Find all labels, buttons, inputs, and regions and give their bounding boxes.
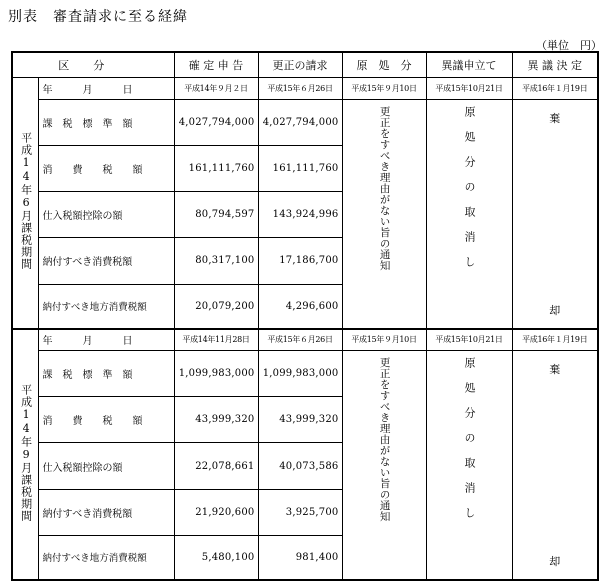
value-kakutei-nofu-chiho-p2: 5,480,100 [174, 535, 258, 580]
row-label-shohizei-2: 消 費 税 額 [38, 397, 174, 443]
igi-moushitate-text-p2: 原処分の取消し [426, 351, 512, 580]
header-kousei: 更正の請求 [258, 52, 342, 78]
date-igi-kettei-p2: 平成16年１月19日 [512, 329, 598, 351]
row-label-shiire-kojo: 仕入税額控除の額 [38, 192, 174, 238]
header-genshobun: 原 処 分 [342, 52, 426, 78]
value-kousei-kazei-hyojun-p2: 1,099,983,000 [258, 351, 342, 397]
value-kakutei-shohizei-p2: 43,999,320 [174, 397, 258, 443]
value-kousei-shohizei-p1: 161,111,760 [258, 146, 342, 192]
row-label-date-2: 年 月 日 [38, 329, 174, 351]
value-kakutei-shiire-kojo-p1: 80,794,597 [174, 192, 258, 238]
date-igi-moushitate-p1: 平成15年10月21日 [426, 78, 512, 100]
value-kousei-shohizei-p2: 43,999,320 [258, 397, 342, 443]
value-kakutei-shiire-kojo-p2: 22,078,661 [174, 443, 258, 489]
date-kakutei-p2: 平成14年11月28日 [174, 329, 258, 351]
row-label-shiire-kojo-2: 仕入税額控除の額 [38, 443, 174, 489]
date-kakutei-p1: 平成14年９月２日 [174, 78, 258, 100]
igi-kettei-text-p1: 棄 却 [512, 100, 598, 329]
value-kousei-kazei-hyojun-p1: 4,027,794,000 [258, 100, 342, 146]
value-kousei-nofu-shohizei-p2: 3,925,700 [258, 489, 342, 535]
history-table [11, 51, 599, 581]
table-row-kazei-hyojun-p1 [12, 100, 598, 146]
period-label-p1: 平成14年6月課税期間 [12, 78, 38, 329]
header-kubun: 区分 [12, 52, 174, 78]
row-label-nofu-chiho: 納付すべき地方消費税額 [38, 284, 174, 329]
value-kakutei-kazei-hyojun-p2: 1,099,983,000 [174, 351, 258, 397]
date-genshobun-p2: 平成15年９月10日 [342, 329, 426, 351]
value-kakutei-shohizei-p1: 161,111,760 [174, 146, 258, 192]
date-igi-kettei-p1: 平成16年１月19日 [512, 78, 598, 100]
value-kousei-nofu-shohizei-p1: 17,186,700 [258, 238, 342, 284]
igi-kettei-text-p2: 棄 却 [512, 351, 598, 580]
header-kakutei: 確 定 申 告 [174, 52, 258, 78]
header-igi-moushitate: 異議申立て [426, 52, 512, 78]
row-label-kazei-hyojun-2: 課 税 標 準 額 [38, 351, 174, 397]
date-igi-moushitate-p2: 平成15年10月21日 [426, 329, 512, 351]
row-label-date: 年 月 日 [38, 78, 174, 100]
header-row [12, 52, 598, 78]
genshobun-text-p1: 更正をすべき理由がない旨の通知 [342, 100, 426, 329]
value-kousei-shiire-kojo-p2: 40,073,586 [258, 443, 342, 489]
row-label-nofu-shohizei: 納付すべき消費税額 [38, 238, 174, 284]
table-row-date-p1 [12, 78, 598, 100]
table-row-date-p2 [12, 329, 598, 351]
value-kakutei-kazei-hyojun-p1: 4,027,794,000 [174, 100, 258, 146]
date-genshobun-p1: 平成15年９月10日 [342, 78, 426, 100]
value-kousei-nofu-chiho-p1: 4,296,600 [258, 284, 342, 329]
igi-moushitate-text-p1: 原処分の取消し [426, 100, 512, 329]
date-kousei-p2: 平成15年６月26日 [258, 329, 342, 351]
date-kousei-p1: 平成15年６月26日 [258, 78, 342, 100]
period-label-p2: 平成14年9月課税期間 [12, 329, 38, 580]
row-label-nofu-chiho-2: 納付すべき地方消費税額 [38, 535, 174, 580]
row-label-shohizei: 消 費 税 額 [38, 146, 174, 192]
table-row-kazei-hyojun-p2 [12, 351, 598, 397]
value-kakutei-nofu-chiho-p1: 20,079,200 [174, 284, 258, 329]
unit-label: （単位 円） [536, 39, 602, 52]
value-kakutei-nofu-shohizei-p1: 80,317,100 [174, 238, 258, 284]
row-label-kazei-hyojun: 課 税 標 準 額 [38, 100, 174, 146]
row-label-nofu-shohizei-2: 納付すべき消費税額 [38, 489, 174, 535]
header-igi-kettei: 異 議 決 定 [512, 52, 598, 78]
page-title: 別表 審査請求に至る経緯 [8, 9, 188, 25]
value-kakutei-nofu-shohizei-p2: 21,920,600 [174, 489, 258, 535]
value-kousei-shiire-kojo-p1: 143,924,996 [258, 192, 342, 238]
genshobun-text-p2: 更正をすべき理由がない旨の通知 [342, 351, 426, 580]
value-kousei-nofu-chiho-p2: 981,400 [258, 535, 342, 580]
